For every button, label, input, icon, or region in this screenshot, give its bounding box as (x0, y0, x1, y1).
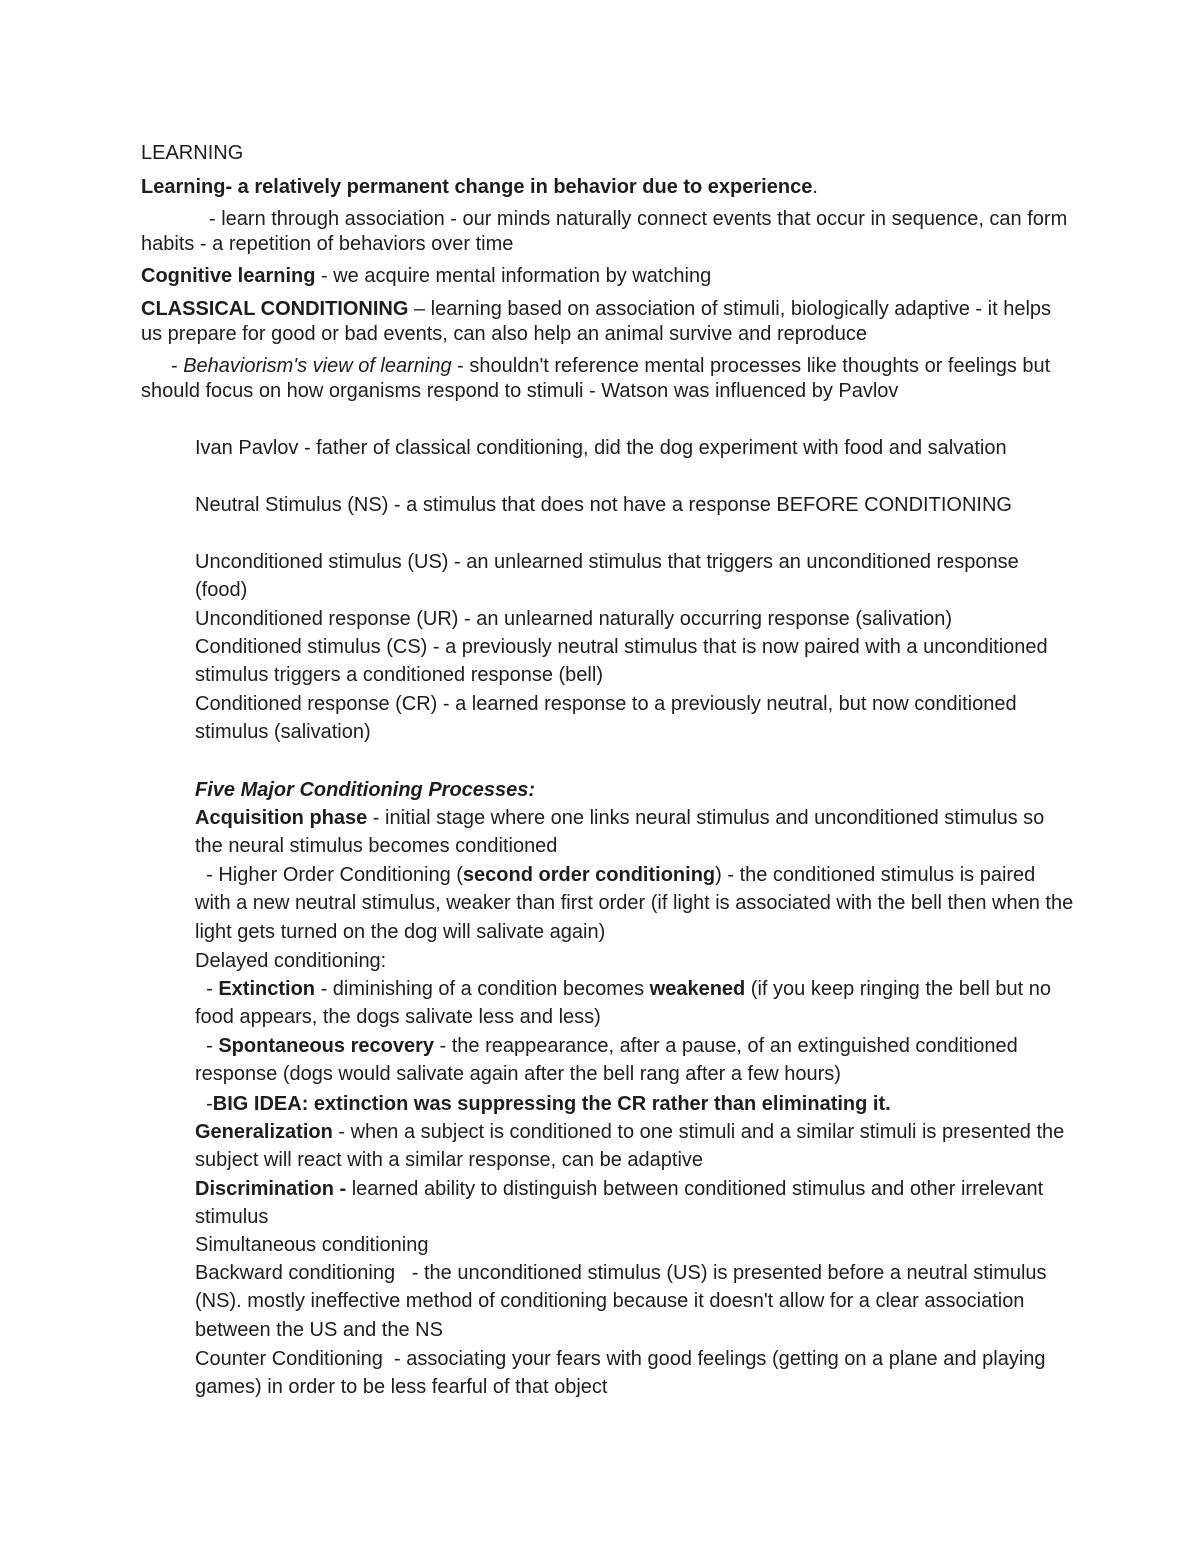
higher-order-item: - Higher Order Conditioning (second order conditioning) - the conditioned stimulus is paired with a new neutral stimulus, weaker than first order (if light is associated with the bell then when the light gets turned on the dog will salivate again) (195, 864, 1079, 943)
behaviorism-term: Behaviorism's view of learning (183, 355, 452, 377)
weakened-term: weakened (649, 978, 746, 1000)
extinction-item: - Extinction - diminishing of a condition becomes weakened (if you keep ringing the bell but no food appears, the dogs salivate less and less) (195, 978, 1057, 1029)
behaviorism-note: - Behaviorism's view of learning - shouldn't reference mental processes like thoughts or feelings but should focus on how organisms respond to stimuli - Watson was influenced by Pavlov (141, 355, 1051, 402)
cr-item: Conditioned response (CR) - a learned response to a previously neutral, but now conditioned stimulus (salivation) (195, 693, 1017, 744)
association-note: - learn through association - our minds naturally connect events that occur in sequence, can form habits - a repetition of behaviors over time (141, 208, 1068, 255)
delayed-item: Delayed conditioning: (195, 950, 387, 972)
ns-item: Neutral Stimulus (NS) - a stimulus that does not have a response BEFORE CONDITIONING (195, 494, 1012, 516)
pavlov-item: Ivan Pavlov - father of classical conditioning, did the dog experiment with food and salvation (195, 437, 1007, 459)
doc-heading: LEARNING (141, 142, 244, 164)
generalization-term: Generalization (195, 1121, 333, 1143)
learning-definition: Learning- a relatively permanent change in behavior due to experience. (141, 176, 818, 198)
acquisition-item: Acquisition phase - initial stage where one links neural stimulus and unconditioned stimulus so the neural stimulus becomes conditioned (195, 807, 1045, 858)
spontaneous-term: Spontaneous recovery (218, 1035, 434, 1057)
big-idea-item: -BIG IDEA: extinction was suppressing the CR rather than eliminating it. (195, 1093, 891, 1115)
cognitive-learning: Cognitive learning - we acquire mental information by watching (141, 265, 712, 287)
classical-term: CLASSICAL CONDITIONING (141, 298, 409, 320)
learning-term: Learning- a relatively permanent change in behavior due to experience (141, 176, 813, 198)
acquisition-term: Acquisition phase (195, 807, 368, 829)
five-processes-heading: Five Major Conditioning Processes: (195, 779, 536, 801)
simultaneous-item: Simultaneous conditioning (195, 1234, 429, 1256)
second-order-term: second order conditioning (462, 864, 716, 886)
ur-item: Unconditioned response (UR) - an unlearned naturally occurring response (salivation) (195, 608, 953, 630)
us-item: Unconditioned stimulus (US) - an unlearned stimulus that triggers an unconditioned response (food) (195, 551, 1019, 602)
classical-conditioning: CLASSICAL CONDITIONING – learning based on association of stimuli, biologically adaptive - it helps us prepare for good or bad events, can also help an animal survive and reproduce (141, 298, 1052, 345)
generalization-item: Generalization - when a subject is conditioned to one stimuli and a similar stimuli is presented the subject will react with a similar response, can be adaptive (195, 1121, 1065, 1172)
big-idea-text: BIG IDEA: extinction was suppressing the CR rather than eliminating it. (212, 1093, 891, 1115)
counter-conditioning-item: Counter Conditioning - associating your fears with good feelings (getting on a plane and playing games) in order to be less fearful of that object (195, 1348, 1052, 1399)
cognitive-term: Cognitive learning (141, 265, 316, 287)
discrimination-term: Discrimination - (195, 1178, 347, 1200)
discrimination-item: Discrimination - learned ability to distinguish between conditioned stimulus and other irrelevant stimulus (195, 1178, 1044, 1229)
cs-item: Conditioned stimulus (CS) - a previously neutral stimulus that is now paired with a unconditioned stimulus triggers a conditioned response (bell) (195, 636, 1048, 687)
extinction-term: Extinction (218, 978, 316, 1000)
spontaneous-recovery-item: - Spontaneous recovery - the reappearance, after a pause, of an extinguished conditioned response (dogs would salivate again after the bell rang after a few hours) (195, 1035, 1024, 1086)
backward-item: Backward conditioning - the unconditioned stimulus (US) is presented before a neutral stimulus (NS). mostly ineffective method of conditioning because it doesn't allow for a clear association between the US and the NS (195, 1262, 1053, 1341)
